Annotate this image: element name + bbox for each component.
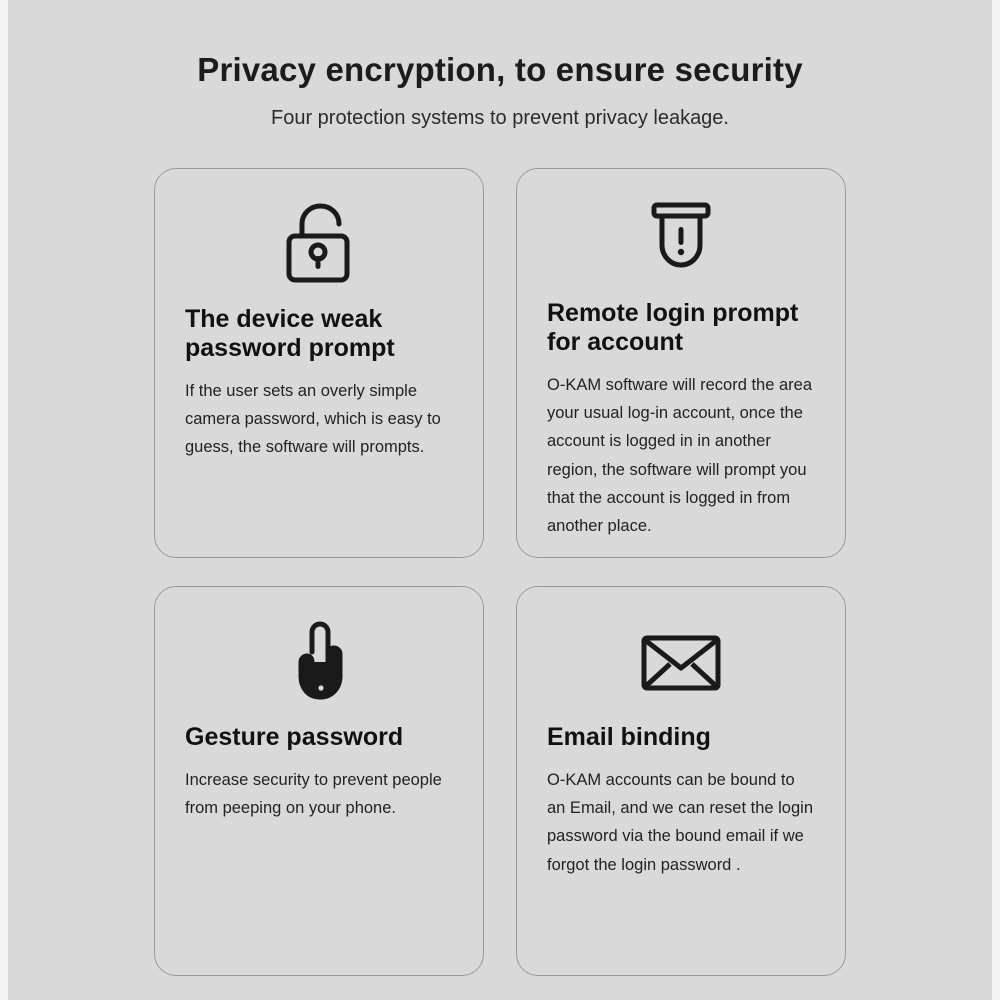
- card-title: Remote login prompt for account: [547, 298, 799, 356]
- unlocked-padlock-icon: [185, 197, 453, 289]
- feature-card-remote-login: [516, 168, 846, 558]
- feature-card-weak-password: [154, 168, 484, 558]
- page-subtitle: Four protection systems to prevent privacy leakage.: [271, 106, 729, 129]
- feature-card-grid: [154, 168, 846, 976]
- envelope-icon: [547, 615, 815, 707]
- card-body: O-KAM software will record the area your usual log-in account, once the account is logged in in another region, the software will prompt you that the account is logged in from another place.: [547, 375, 813, 536]
- card-title: The device weak password prompt: [185, 304, 395, 362]
- card-title: Gesture password: [185, 722, 404, 751]
- feature-card-gesture-password: [154, 586, 484, 976]
- card-body: If the user sets an overly simple camera password, which is easy to guess, the software will prompts.: [185, 381, 441, 457]
- dome-camera-icon: [547, 197, 815, 283]
- pointing-hand-icon: [185, 615, 453, 707]
- page-title: Privacy encryption, to ensure security: [197, 51, 803, 88]
- card-body: Increase security to prevent people from peeping on your phone.: [185, 770, 442, 817]
- card-title: Email binding: [547, 722, 711, 751]
- feature-card-email-binding: [516, 586, 846, 976]
- card-body: O-KAM accounts can be bound to an Email, and we can reset the login password via the bound email if we forgot the login password .: [547, 770, 813, 874]
